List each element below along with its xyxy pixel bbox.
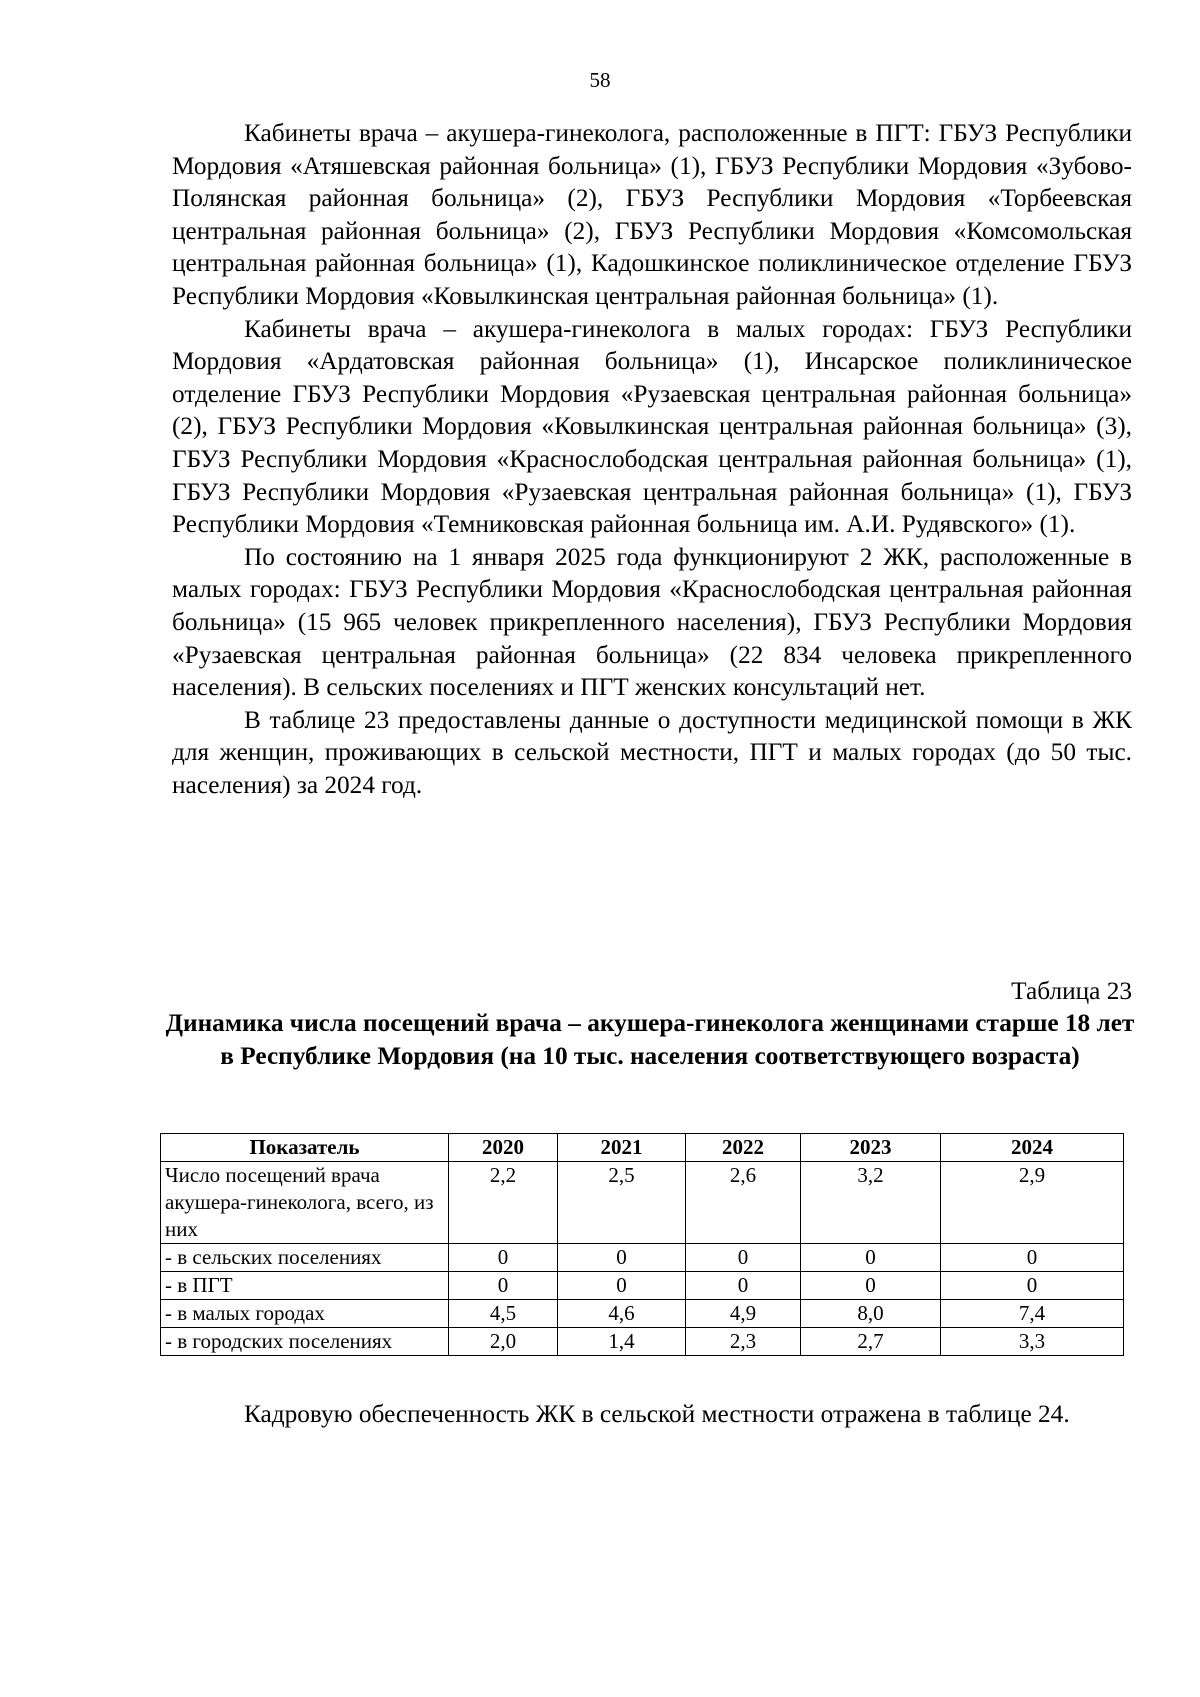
cell-value: 0 (941, 1272, 1124, 1300)
cell-value: 2,2 (449, 1162, 558, 1244)
paragraph-pgt-offices: Кабинеты врача – акушера-гинеколога, расположенные в ПГТ: ГБУЗ Республики Мордовия «Атяшевская районная больница» (1), ГБУЗ Республики Мордовия «Зубово-Полянская районная больница» (2), ГБУЗ Республики Мордовия «Торбеевская центральная районная больница» (2), ГБУЗ Республики Мордовия «Комсомольская центральная районная больница» (1), Кадошкинское поликлиническое отделение ГБУЗ Республики Мордовия «Ковылкинская центральная районная больница» (1). (172, 119, 1132, 310)
table-row (161, 1300, 1124, 1328)
paragraph-table-intro: В таблице 23 предоставлены данные о доступности медицинской помощи в ЖК для женщин, проживающих в сельской местности, ПГТ и малых городах (до 50 тыс. населения) за 2024 год. (172, 705, 1132, 799)
cell-value: 0 (686, 1272, 801, 1300)
table-row (161, 1328, 1124, 1356)
header-2024: 2024 (941, 1134, 1124, 1162)
cell-value: 2,0 (449, 1328, 558, 1356)
header-indicator: Показатель (161, 1134, 449, 1162)
paragraph-womens-clinics: По состоянию на 1 января 2025 года функционируют 2 ЖК, расположенные в малых городах: ГБУЗ Республики Мордовия «Краснослободская центральная районная больница» (15 965 человек прикрепленного населения), ГБУЗ Республики Мордовия «Рузаевская центральная районная больница» (22 834 человека прикрепленного населения). В сельских поселениях и ПГТ женских консультаций нет. (172, 542, 1132, 702)
cell-value: 0 (686, 1244, 801, 1272)
header-2023: 2023 (801, 1134, 941, 1162)
cell-value: 4,6 (558, 1300, 686, 1328)
header-2022: 2022 (686, 1134, 801, 1162)
row-label: - в городских поселениях (161, 1328, 449, 1356)
cell-value: 3,3 (941, 1328, 1124, 1356)
cell-value: 4,5 (449, 1300, 558, 1328)
table-caption: Таблица 23 (1011, 977, 1132, 1005)
paragraph-staffing-reference: Кадровую обеспеченность ЖК в сельской местности отражена в таблице 24. (244, 1400, 1070, 1428)
table-row (161, 1272, 1124, 1300)
table-row (161, 1244, 1124, 1272)
table-title: Динамика числа посещений врача – акушера-гинеколога женщинами старше 18 лет в Республике Мордовия (на 10 тыс. населения соответствующего возраста) (165, 1009, 1135, 1070)
cell-value: 0 (558, 1244, 686, 1272)
cell-value: 0 (801, 1272, 941, 1300)
page-number: 58 (589, 68, 611, 92)
cell-value: 3,2 (801, 1162, 941, 1244)
cell-value: 0 (941, 1244, 1124, 1272)
cell-value: 0 (449, 1244, 558, 1272)
visits-table (160, 1133, 1124, 1356)
table-row (161, 1162, 1124, 1244)
cell-value: 4,9 (686, 1300, 801, 1328)
cell-value: 0 (558, 1272, 686, 1300)
cell-value: 8,0 (801, 1300, 941, 1328)
row-label: Число посещений врача акушера-гинеколога, всего, из них (161, 1162, 449, 1244)
row-label: - в сельских поселениях (161, 1244, 449, 1272)
cell-value: 7,4 (941, 1300, 1124, 1328)
body-text (172, 117, 1132, 801)
cell-value: 2,5 (558, 1162, 686, 1244)
cell-value: 0 (801, 1244, 941, 1272)
header-2020: 2020 (449, 1134, 558, 1162)
cell-value: 2,7 (801, 1328, 941, 1356)
closing-text (172, 1398, 1132, 1431)
paragraph-small-town-offices: Кабинеты врача – акушера-гинеколога в малых городах: ГБУЗ Республики Мордовия «Ардатовская районная больница» (1), Инсарское поликлиническое отделение ГБУЗ Республики Мордовия «Рузаевская центральная районная больница» (2), ГБУЗ Республики Мордовия «Ковылкинская центральная районная больница» (3), ГБУЗ Республики Мордовия «Краснослободская центральная районная больница» (1), ГБУЗ Республики Мордовия «Рузаевская центральная районная больница» (1), ГБУЗ Республики Мордовия «Темниковская районная больница им. А.И. Рудявского» (1). (172, 314, 1132, 539)
row-label: - в ПГТ (161, 1272, 449, 1300)
row-label: - в малых городах (161, 1300, 449, 1328)
table-header-row (161, 1134, 1124, 1162)
cell-value: 0 (449, 1272, 558, 1300)
cell-value: 2,3 (686, 1328, 801, 1356)
header-2021: 2021 (558, 1134, 686, 1162)
cell-value: 2,9 (941, 1162, 1124, 1244)
cell-value: 2,6 (686, 1162, 801, 1244)
cell-value: 1,4 (558, 1328, 686, 1356)
